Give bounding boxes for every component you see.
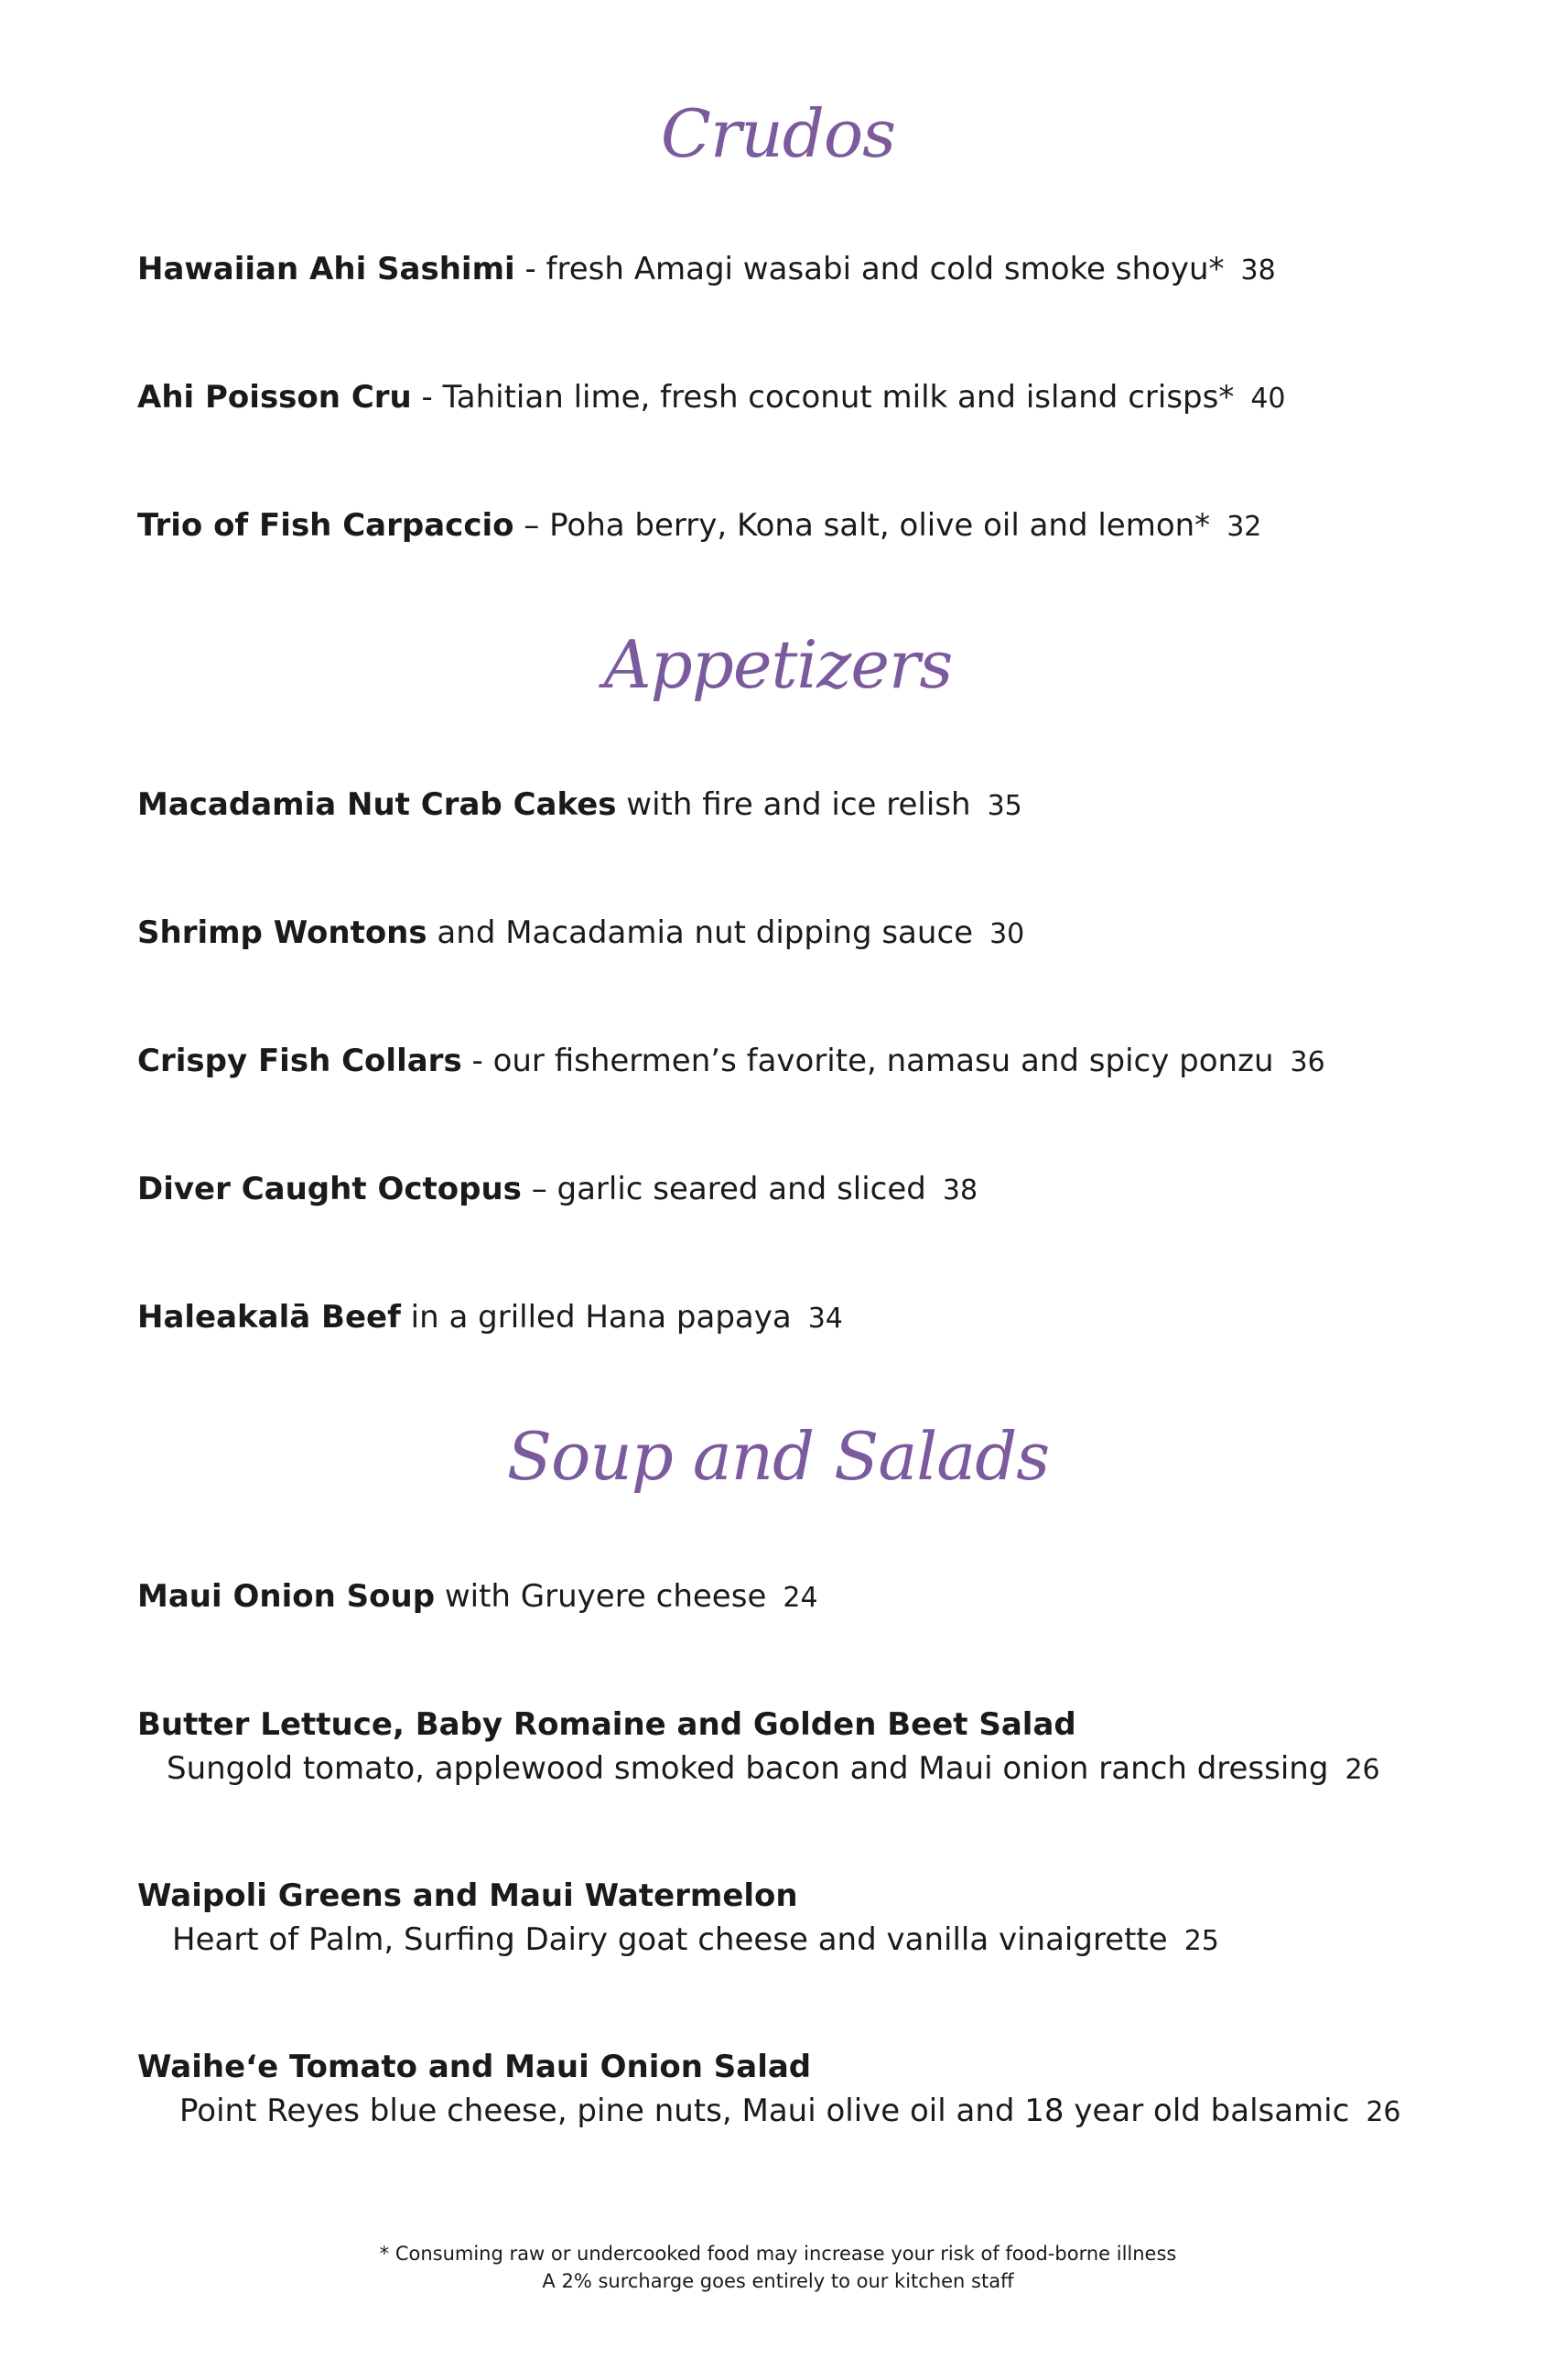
- item-price: 24: [783, 1582, 818, 1614]
- footer-note-raw-food: * Consuming raw or undercooked food may increase your risk of food-borne illness: [379, 2243, 1177, 2265]
- section-heading-appetizers: Appetizers: [603, 626, 953, 703]
- item-price: 36: [1290, 1046, 1325, 1078]
- item-price: 26: [1366, 2096, 1401, 2128]
- item-description: – Poha berry, Kona salt, olive oil and lemon*: [513, 507, 1211, 544]
- menu-item-name: [137, 1703, 1076, 1747]
- item-description: in a grilled Hana papaya: [400, 1299, 792, 1336]
- item-description: - our fishermen’s favorite, namasu and spicy ponzu: [461, 1043, 1274, 1079]
- item-price: 40: [1250, 383, 1286, 415]
- item-price: 35: [987, 790, 1022, 822]
- item-price: 34: [807, 1303, 843, 1335]
- menu-item: [137, 1295, 843, 1341]
- item-name: Macadamia Nut Crab Cakes: [137, 786, 617, 823]
- item-description: Heart of Palm, Surfing Dairy goat cheese and vanilla vinaigrette: [172, 1921, 1168, 1958]
- item-description: Point Reyes blue cheese, pine nuts, Maui olive oil and 18 year old balsamic: [179, 2093, 1350, 2129]
- item-name: Haleakalā Beef: [137, 1299, 401, 1336]
- footer-note-surcharge: A 2% surcharge goes entirely to our kitchen staff: [542, 2270, 1014, 2292]
- item-price: 25: [1183, 1925, 1219, 1957]
- item-price: 30: [989, 918, 1025, 950]
- menu-item-description: [172, 1918, 1219, 1964]
- menu-item: [137, 1574, 818, 1620]
- item-name: Hawaiian Ahi Sashimi: [137, 251, 515, 287]
- item-name: Maui Onion Soup: [137, 1578, 436, 1615]
- item-price: 38: [942, 1174, 978, 1206]
- section-heading-crudos: Crudos: [660, 95, 896, 172]
- menu-item-name: [137, 1874, 798, 1918]
- menu-item: [137, 911, 1024, 957]
- item-price: 38: [1240, 254, 1276, 287]
- item-description: and Macadamia nut dipping sauce: [427, 914, 974, 951]
- item-name: Shrimp Wontons: [137, 914, 427, 951]
- item-description: - fresh Amagi wasabi and cold smoke shoyu*: [514, 251, 1225, 287]
- item-description: with Gruyere cheese: [435, 1578, 767, 1615]
- menu-item: [137, 375, 1286, 421]
- section-heading-soup-and-salads: Soup and Salads: [506, 1418, 1050, 1495]
- item-name: Waihe‘e Tomato and Maui Onion Salad: [137, 2049, 812, 2085]
- item-description: with fire and ice relish: [616, 786, 971, 823]
- item-name: Ahi Poisson Cru: [137, 379, 412, 416]
- menu-item: [137, 783, 1022, 828]
- menu-item: [137, 503, 1261, 549]
- item-price: 26: [1345, 1754, 1380, 1786]
- menu-item: [137, 1039, 1325, 1085]
- item-name: Trio of Fish Carpaccio: [137, 507, 514, 544]
- item-description: - Tahitian lime, fresh coconut milk and island crisps*: [411, 379, 1235, 416]
- item-name: Waipoli Greens and Maui Watermelon: [137, 1877, 798, 1914]
- menu-item: [137, 247, 1276, 293]
- item-description: Sungold tomato, applewood smoked bacon and Maui onion ranch dressing: [167, 1750, 1329, 1787]
- menu-item-name: [137, 2045, 811, 2089]
- menu-item-description: [179, 2089, 1401, 2135]
- item-name: Butter Lettuce, Baby Romaine and Golden Beet Salad: [137, 1706, 1076, 1743]
- item-description: – garlic seared and sliced: [521, 1171, 926, 1207]
- item-name: Diver Caught Octopus: [137, 1171, 522, 1207]
- item-name: Crispy Fish Collars: [137, 1043, 462, 1079]
- item-price: 32: [1226, 511, 1262, 543]
- menu-item: [137, 1167, 978, 1213]
- menu-item-description: [167, 1747, 1380, 1792]
